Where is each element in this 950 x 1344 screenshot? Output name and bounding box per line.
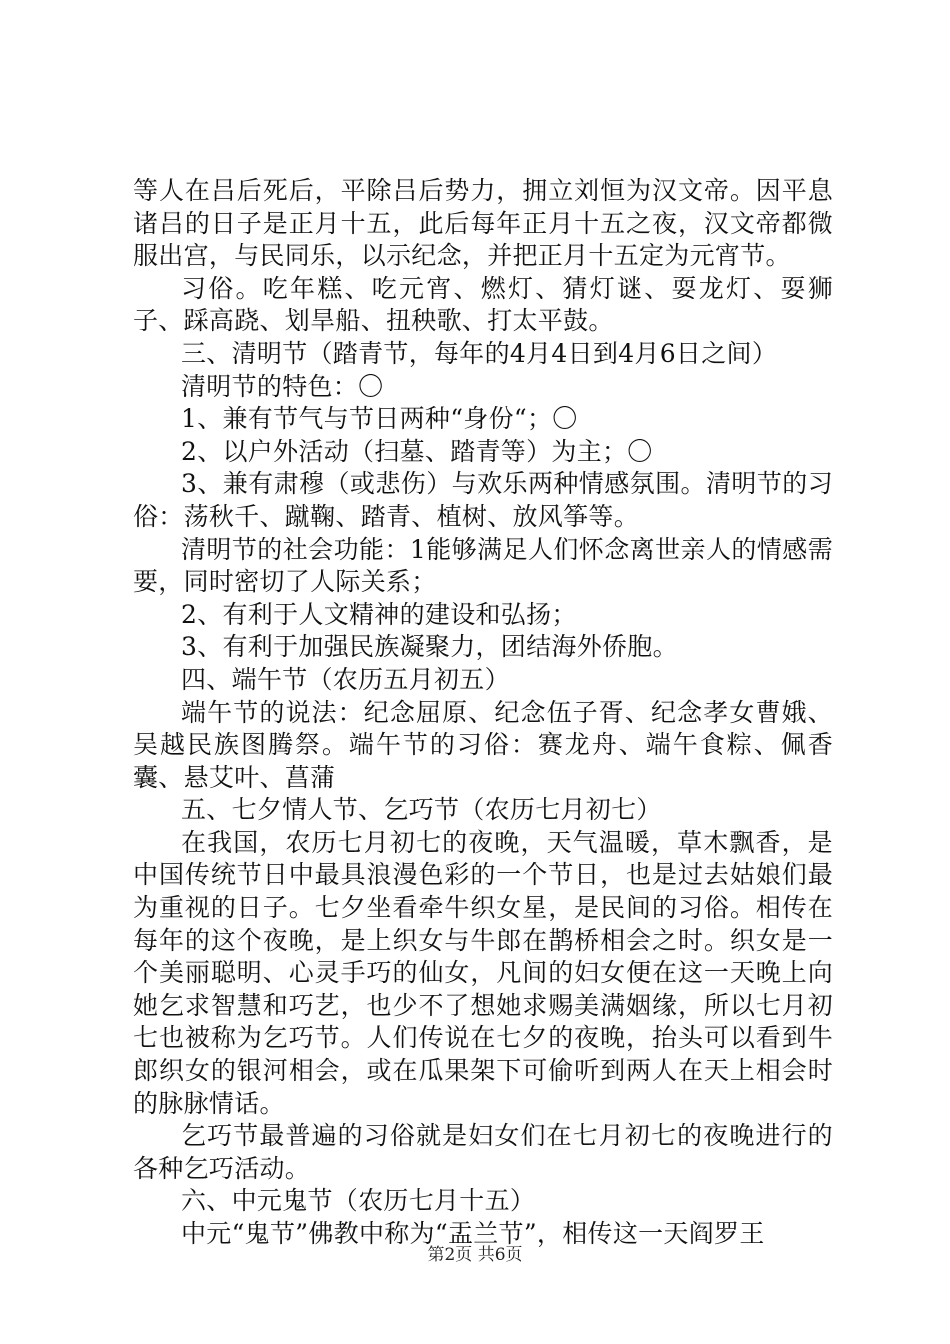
paragraph-17: 中元“鬼节”佛教中称为“盂兰节”，相传这一天阎罗王 [181,1219,765,1248]
paragraph-15: 乞巧节最普遍的习俗就是妇女们在七月初七的夜晚进行的各种乞巧活动。 [133,1121,833,1183]
document-body [133,175,833,1251]
paragraph-9: 2、有利于人文精神的建设和弘扬； [181,599,577,629]
paragraph-16: 六、中元鬼节（农历七月十五） [181,1186,536,1216]
paragraph-12: 端午节的说法：纪念屈原、纪念伍子胥、纪念孝女曹娥、吴越民族图腾祭。端午节的习俗：赛龙舟、端午食粽、佩香囊、悬艾叶、菖蒲 [133,697,833,792]
page-footer: 第2页 共6页 [427,1245,523,1265]
paragraph-14: 在我国，农历七月初七的夜晚，天气温暖，草木飘香，是中国传统节日中最具浪漫色彩的一个节日，也是过去姑娘们最为重视的日子。七夕坐看牵牛织女星，是民间的习俗。相传在每年的这个夜晚，是上织女与牛郎在鹊桥相会之时。织女是一个美丽聪明、心灵手巧的仙女，凡间的妇女便在这一天晚上向她乞求智慧和巧艺，也少不了想她求赐美满姻缘，所以七月初七也被称为乞巧节。人们传说在七夕的夜晚，抬头可以看到牛郎织女的银河相会，或在瓜果架下可偷听到两人在天上相会时的脉脉情话。 [133,827,833,1118]
paragraph-3: 三、清明节（踏青节，每年的4月4日到4月6日之间） [181,338,778,368]
paragraph-2: 习俗。吃年糕、吃元宵、燃灯、猜灯谜、耍龙灯、耍狮子、踩高跷、划旱船、扭秧歌、打太平鼓。 [133,273,833,336]
paragraph-13: 五、七夕情人节、乞巧节（农历七月初七） [181,795,662,825]
paragraph-10: 3、有利于加强民族凝聚力，团结海外侨胞。 [181,632,678,662]
paragraph-5: 1、兼有节气与节日两种“身份“；〇 [181,404,578,434]
paragraph-4: 清明节的特色：〇 [181,371,384,401]
paragraph-1: 等人在吕后死后，平除吕后势力，拥立刘恒为汉文帝。因平息诸吕的日子是正月十五，此后每年正月十五之夜，汉文帝都微服出宫，与民同乐，以示纪念，并把正月十五定为元宵节。 [133,176,833,271]
paragraph-11: 四、端午节（农历五月初五） [181,664,510,694]
paragraph-7: 3、兼有肃穆（或悲伤）与欢乐两种情感氛围。清明节的习俗：荡秋千、蹴鞠、踏青、植树、放风筝等。 [133,469,833,531]
paragraph-8: 清明节的社会功能：1能够满足人们怀念离世亲人的情感需要，同时密切了人际关系； [133,534,833,597]
paragraph-6: 2、以户外活动（扫墓、踏青等）为主；〇 [181,436,653,466]
